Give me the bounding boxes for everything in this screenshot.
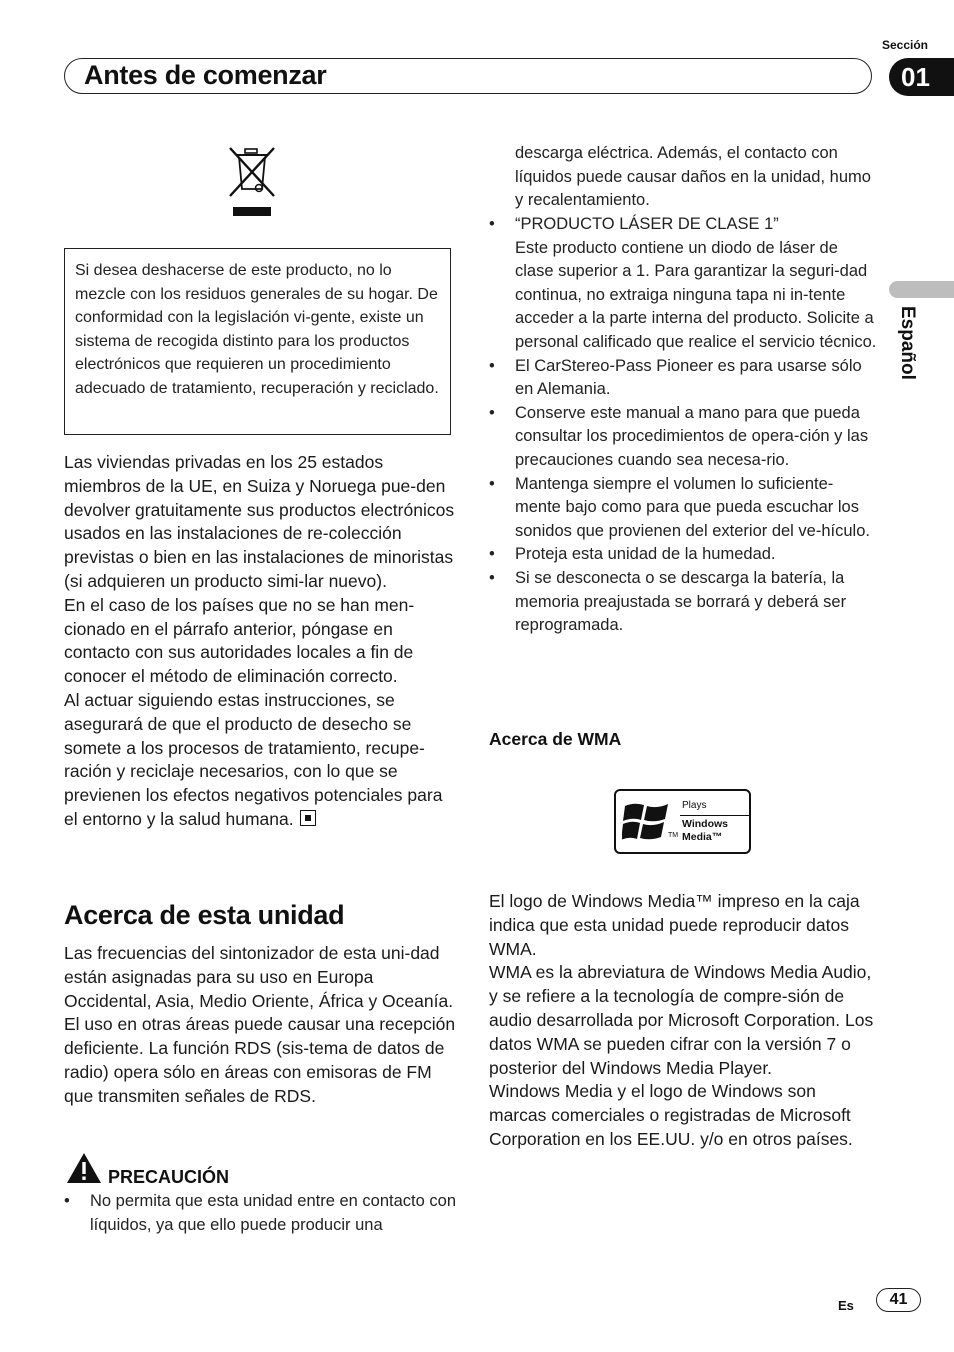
bullet: •: [489, 474, 495, 493]
wm-divider: [680, 815, 749, 816]
disposal-paragraph-1: Las viviendas privadas en los 25 estados miembros de la UE, en Suiza y Noruega pue-den devolver gratuitamente sus productos electrónicos usados en las instalaciones de re-colección previstas o bien en las instalaciones de minoristas (si adquieren un producto simi-lar nuevo).: [64, 452, 455, 591]
warning-triangle-icon: [66, 1152, 102, 1189]
bullet: •: [489, 356, 495, 375]
windows-flag-icon: [622, 799, 672, 843]
precautions-list: [489, 213, 877, 638]
caution-title: PRECAUCIÓN: [108, 1167, 230, 1187]
disposal-paragraph-3-text: Al actuar siguiendo estas instrucciones, se asegurará de que el producto de desecho se somete a los procesos de tratamiento, recupe-ración y reciclaje necesarios, con lo que se previenen los efectos negativos potenciales para el entorno y la salud humana.: [64, 689, 443, 829]
bullet: •: [489, 215, 495, 233]
bullet: •: [489, 403, 495, 422]
disposal-paragraph-2: En el caso de los países que no se han men-cionado en el párrafo anterior, póngase en contacto con sus autoridades locales a fin de conocer el método de eliminación correcto.: [64, 594, 415, 687]
disposal-paragraph-3: [64, 689, 456, 832]
caution-list: [64, 1190, 456, 1237]
unit-paragraph: Las frecuencias del sintonizador de esta uni-dad están asignadas para su uso en Europa Occidental, Asia, Medio Oriente, África y Oceanía. El uso en otras áreas puede causar una recepción deficiente. La función RDS (sis-tema de datos de radio) opera sólo en áreas con emisoras de FM que transmiten señales de RDS.: [64, 943, 456, 1106]
section-number-badge: 01: [889, 58, 954, 96]
caution-continued-text: descarga eléctrica. Además, el contacto con líquidos puede causar daños en la unidad, humo y recalentamiento.: [515, 144, 871, 210]
laser-class-text: Este producto contiene un diodo de láser de clase superior a 1. Para garantizar la seguri-dad continua, no extraiga ninguna tapa ni in-tente acceder a la parte interna del producto. Solicite a personal calificado que realice el servicio técnico.: [515, 238, 877, 351]
wm-windows-label: Windows: [682, 818, 728, 830]
list-item-text: Mantenga siempre el volumen lo suficiente-mente bajo como para que pueda escuchar los sonidos que provienen del exterior del ve-hículo.: [515, 474, 870, 540]
end-mark-icon: [300, 810, 316, 826]
language-tab-bar: [889, 281, 954, 298]
page-number: 41: [876, 1288, 921, 1312]
language-tab-label: Español: [897, 306, 918, 380]
list-item: [489, 402, 877, 473]
wma-text: [489, 890, 877, 1152]
bullet: •: [489, 545, 495, 564]
list-item-text: Proteja esta unidad de la humedad.: [515, 545, 776, 564]
wma-paragraph-1: El logo de Windows Media™ impreso en la caja indica que esta unidad puede reproducir datos WMA.: [489, 891, 860, 959]
caution-item-text: No permita que esta unidad entre en contacto con líquidos, ya que ello puede producir una: [90, 1192, 456, 1234]
section-label: Sección: [881, 38, 928, 52]
laser-class-title: “PRODUCTO LÁSER DE CLASE 1”: [515, 215, 779, 233]
list-item-text: El CarStereo-Pass Pioneer es para usarse sólo en Alemania.: [515, 356, 862, 399]
wm-media-label: Media™: [682, 831, 723, 843]
footer-language-code: Es: [838, 1298, 854, 1313]
list-item-text: Si se desconecta o se descarga la batería, la memoria preajustada se borrará y deberá ser reprogramada.: [515, 568, 847, 635]
bullet: •: [64, 1192, 70, 1210]
wma-paragraph-3: Windows Media y el logo de Windows son marcas comerciales o registradas de Microsoft Corporation en los EE.UU. y/o en otros países.: [489, 1081, 853, 1149]
bullet: •: [489, 568, 495, 587]
page-title: Antes de comenzar: [84, 60, 327, 90]
wm-tm-mark: TM: [668, 832, 679, 839]
list-item: [64, 1190, 456, 1237]
list-item: [489, 473, 877, 544]
disposal-notice-box: [64, 248, 451, 435]
list-item: [489, 355, 877, 402]
list-item: [489, 543, 877, 567]
weee-bin-icon: [226, 144, 278, 223]
list-item: [489, 567, 877, 638]
wma-heading: Acerca de WMA: [489, 729, 622, 749]
windows-media-logo: [614, 789, 751, 854]
disposal-notice-text: Si desea deshacerse de este producto, no lo mezcle con los residuos generales de su hogar. De conformidad con la legislación vi-gente, existe un sistema de recogida distinto para los productos electrónicos que requieren un procedimiento adecuado de tratamiento, recuperación y reciclado.: [75, 262, 439, 397]
wma-paragraph-2: WMA es la abreviatura de Windows Media Audio, y se refiere a la tecnología de compre-sión de audio desarrollada por Microsoft Corporation. Los datos WMA se pueden cifrar con la versión 7 o posterior del Windows Media Player.: [489, 962, 874, 1078]
section-heading-unit: Acerca de esta unidad: [64, 900, 345, 930]
list-item: [489, 213, 877, 355]
wm-plays-label: Plays: [682, 800, 707, 811]
list-item-text: Conserve este manual a mano para que pueda consultar los procedimientos de opera-ción y las precauciones cuando sea necesa-rio.: [515, 403, 869, 469]
left-column-text: [64, 451, 456, 832]
